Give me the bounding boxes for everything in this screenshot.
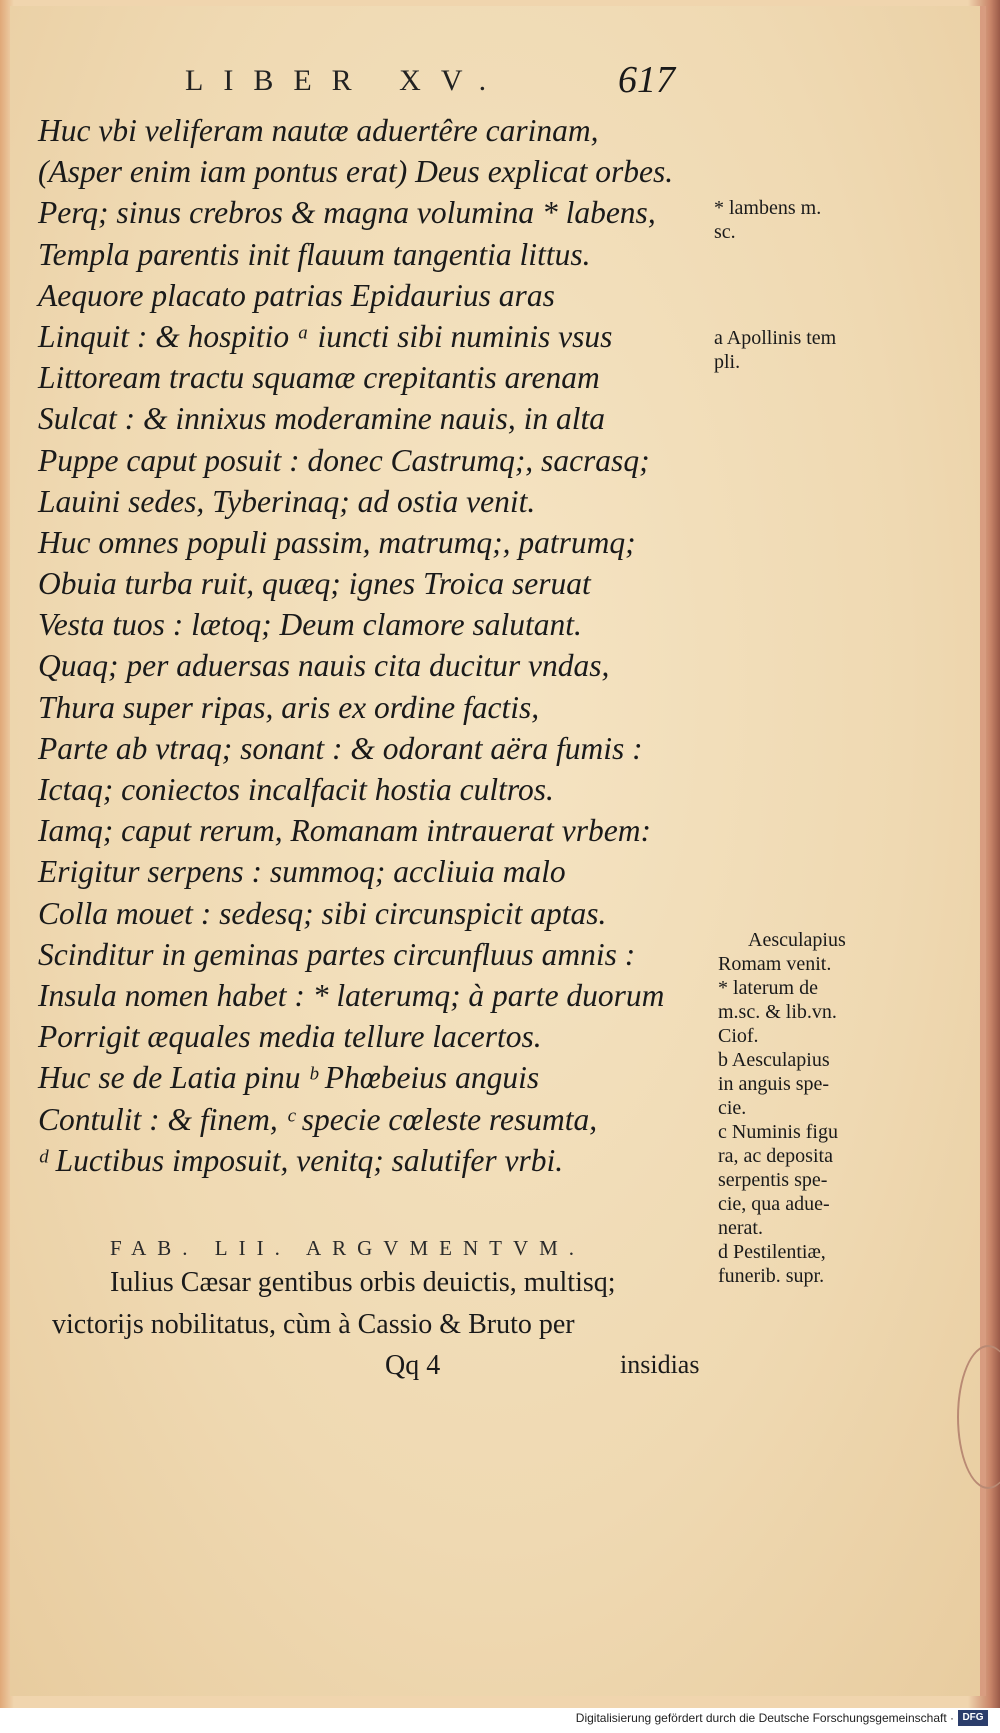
digitization-credit: Digitalisierung gefördert durch die Deutsche Forschungsgemeinschaft ·	[575, 1711, 954, 1725]
verse-line: Parte ab vtraq; sonant : & odorant aëra fumis :	[38, 730, 643, 766]
note-line: Ciof.	[718, 1025, 759, 1047]
verse-line: Perq; sinus crebros & magna volumina * labens,	[38, 195, 656, 231]
note-line: nerat.	[718, 1217, 763, 1239]
verse-line: Colla mouet : sedesq; sibi circunspicit aptas.	[38, 895, 607, 931]
note-line: ra, ac deposita	[718, 1145, 833, 1167]
section-heading: FAB. LII. ARGVMENTVM.	[110, 1236, 586, 1260]
verse-line: Aequore placato patrias Epidaurius aras	[38, 277, 555, 313]
page-number: 617	[618, 59, 675, 101]
note-line: a Apollinis tem	[714, 327, 837, 349]
verse-line: Iamq; caput rerum, Romanam intrauerat vrbem:	[38, 813, 651, 849]
verse-line: Ictaq; coniectos incalfacit hostia cultros.	[38, 772, 554, 807]
marginal-note-aesculapius	[718, 928, 908, 1288]
verse-line: Linquit : & hospitio ᵃ iuncti sibi numinis vsus	[38, 318, 613, 354]
verse-line: Vesta tuos : lætoq; Deum clamore salutant.	[38, 607, 582, 643]
note-line: * laterum de	[718, 977, 818, 999]
verse-block	[38, 110, 718, 1181]
note-line: cie, qua adue-	[718, 1193, 830, 1215]
signature-mark: Qq 4	[385, 1350, 441, 1381]
verse-line: Scinditur in geminas partes circunfluus amnis :	[38, 936, 636, 972]
verse-line: (Asper enim iam pontus erat) Deus explicat orbes.	[38, 154, 674, 190]
note-line: serpentis spe-	[718, 1169, 828, 1191]
prose-line: victorijs nobilitatus, cùm à Cassio & Bruto per	[52, 1309, 575, 1340]
verse-line: Contulit : & finem, ᶜ specie cœleste resumta,	[38, 1101, 598, 1137]
verse-line: Lauini sedes, Tyberinaq; ad ostia venit.	[38, 483, 536, 519]
note-line: cie.	[718, 1097, 747, 1119]
verse-line: Huc omnes populi passim, matrumq;, patrumq;	[38, 524, 636, 560]
verse-line: Thura super ripas, aris ex ordine factis,	[38, 689, 540, 725]
note-line: d Pestilentiæ,	[718, 1241, 826, 1263]
note-line: pli.	[714, 351, 741, 373]
catchword: insidias	[620, 1350, 700, 1379]
verse-line: Obuia turba ruit, quæq; ignes Troica seruat	[38, 566, 591, 602]
note-line: in anguis spe-	[718, 1073, 830, 1095]
verse-line: Huc se de Latia pinu ᵇ Phœbeius anguis	[38, 1060, 540, 1096]
dfg-logo: DFG	[958, 1710, 988, 1726]
note-line: Aesculapius	[748, 929, 846, 951]
prose-line: Iulius Cæsar gentibus orbis deuictis, multisq;	[110, 1267, 616, 1298]
verse-line: Huc vbi veliferam nautæ aduertêre carinam,	[38, 113, 599, 148]
note-line: b Aesculapius	[718, 1049, 830, 1071]
marginal-note-lambens	[714, 196, 904, 244]
running-title: LIBER XV.	[185, 64, 507, 97]
verse-line: Erigitur serpens : summoq; accliuia malo	[38, 854, 566, 890]
note-line: c Numinis figu	[718, 1121, 838, 1143]
verse-line: Insula nomen habet : * laterumq; à parte duorum	[38, 977, 665, 1013]
verse-line: Puppe caput posuit : donec Castrumq;, sacrasq;	[38, 442, 650, 478]
verse-line: Templa parentis init flauum tangentia littus.	[38, 236, 591, 272]
verse-line: Littoream tractu squamæ crepitantis arenam	[38, 360, 600, 396]
marginal-note-apollinis	[714, 326, 904, 374]
note-line: funerib. supr.	[718, 1265, 825, 1287]
note-line: Romam venit.	[718, 953, 832, 975]
verse-line: Quaq; per aduersas nauis cita ducitur vndas,	[38, 648, 610, 684]
argument-prose	[52, 1262, 732, 1346]
note-line: m.sc. & lib.vn.	[718, 1001, 837, 1023]
note-line: * lambens m.	[714, 197, 822, 219]
verse-line: Sulcat : & innixus moderamine nauis, in alta	[38, 401, 605, 437]
note-line: sc.	[714, 221, 736, 243]
verse-line: Porrigit æquales media tellure lacertos.	[38, 1019, 542, 1055]
verse-line: ᵈ Luctibus imposuit, venitq; salutifer vrbi.	[38, 1142, 564, 1178]
